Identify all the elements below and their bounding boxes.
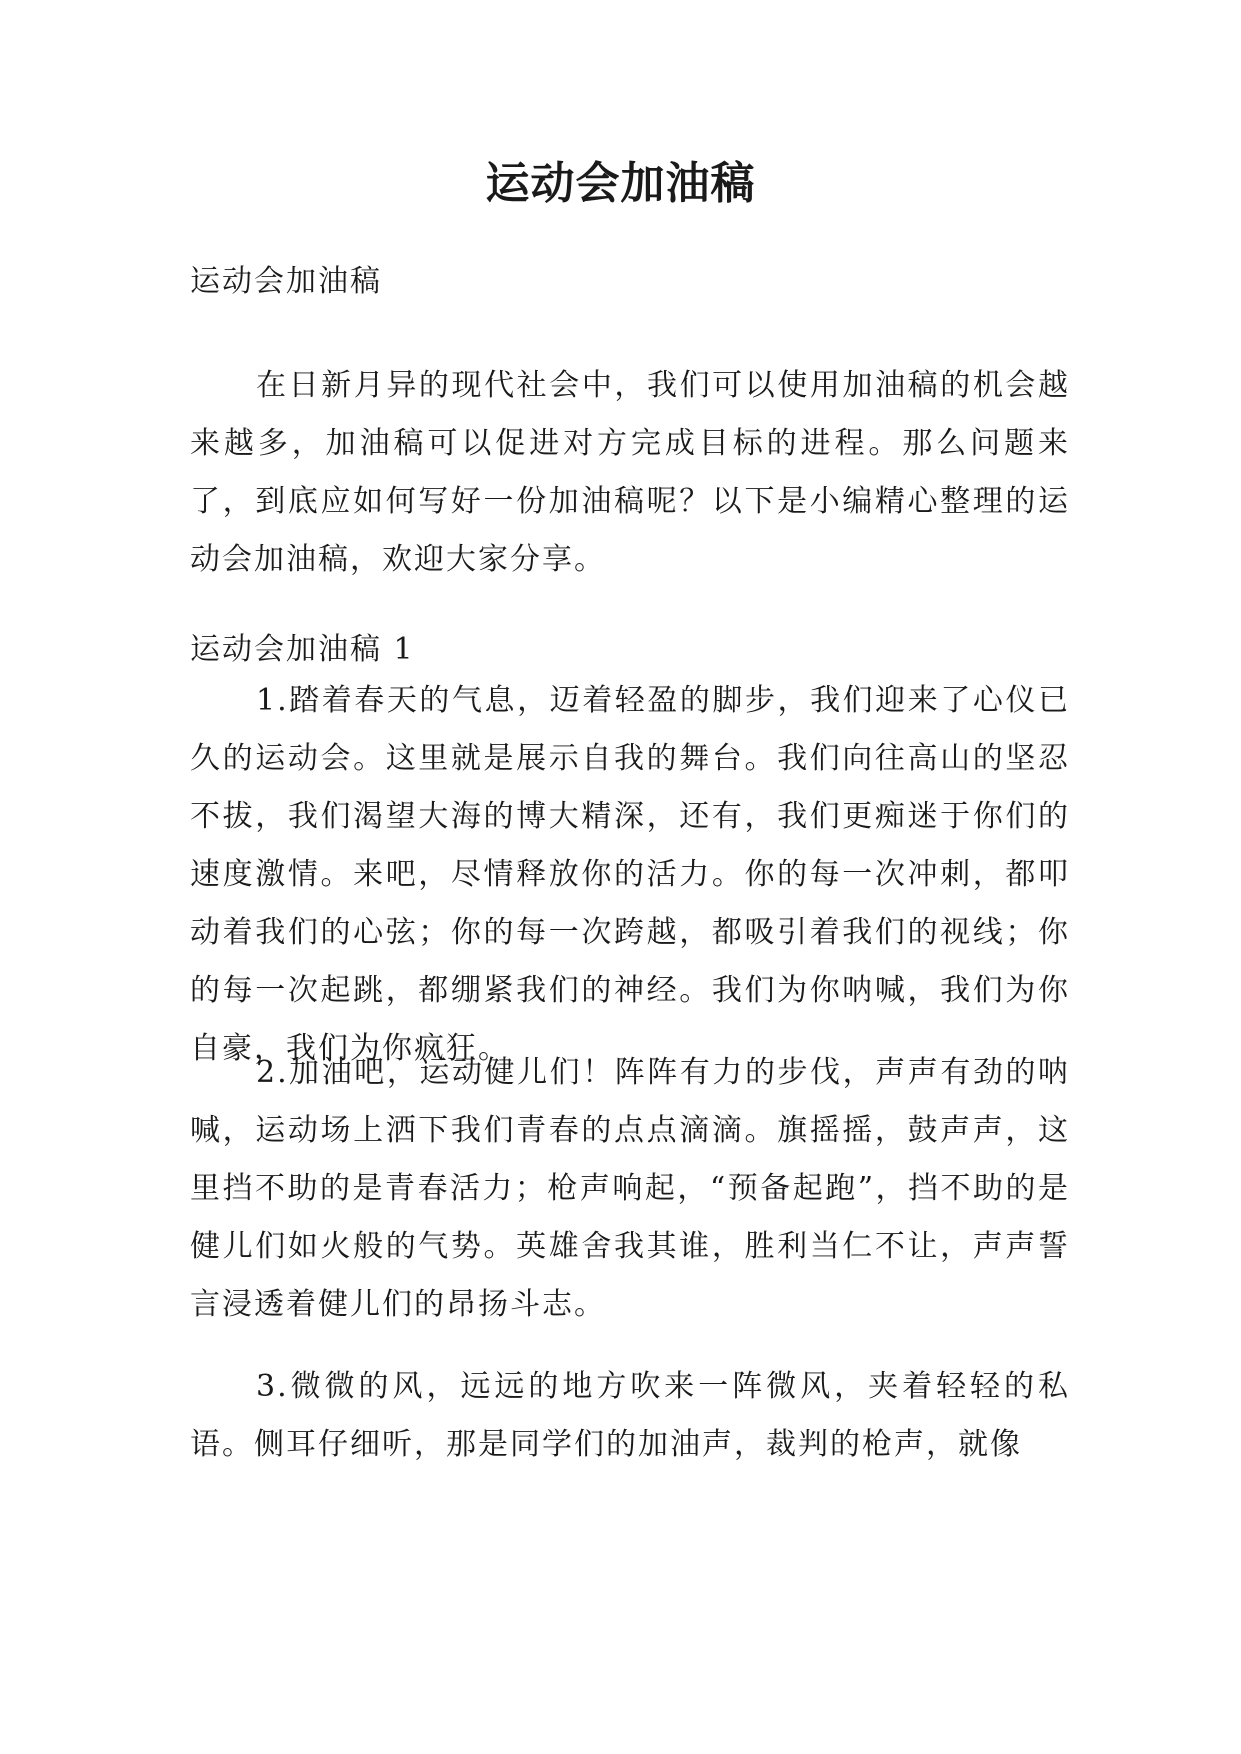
cheer-item-1: 1.踏着春天的气息，迈着轻盈的脚步，我们迎来了心仪已久的运动会。这里就是展示自我的舞台。我们向往高山的坚忍不拔，我们渴望大海的博大精深，还有，我们更痴迷于你们的速度激情。来吧，尽情释放你的活力。你的每一次冲刺，都叩动着我们的心弦；你的每一次跨越，都吸引着我们的视线；你的每一次起跳，都绷紧我们的神经。我们为你呐喊，我们为你自豪，我们为你疯狂。 <box>190 683 1070 1066</box>
section-heading: 运动会加油稿 1 <box>190 632 415 667</box>
cheer-item-3: 3.微微的风，远远的地方吹来一阵微风，夹着轻轻的私语。侧耳仔细听，那是同学们的加油声，裁判的枪声，就像 <box>190 1369 1070 1462</box>
intro-paragraph: 在日新月异的现代社会中，我们可以使用加油稿的机会越来越多，加油稿可以促进对方完成目标的进程。那么问题来了，到底应如何写好一份加油稿呢？以下是小编精心整理的运动会加油稿，欢迎大家分享。 <box>190 368 1070 577</box>
document-subtitle: 运动会加油稿 <box>190 264 382 299</box>
cheer-item-2: 2.加油吧，运动健儿们！阵阵有力的步伐，声声有劲的呐喊，运动场上洒下我们青春的点点滴滴。旗摇摇，鼓声声，这里挡不助的是青春活力；枪声响起，“预备起跑”，挡不助的是健儿们如火般的气势。英雄舍我其谁，胜利当仁不让，声声誓言浸透着健儿们的昂扬斗志。 <box>190 1055 1070 1322</box>
document-title: 运动会加油稿 <box>485 158 756 209</box>
